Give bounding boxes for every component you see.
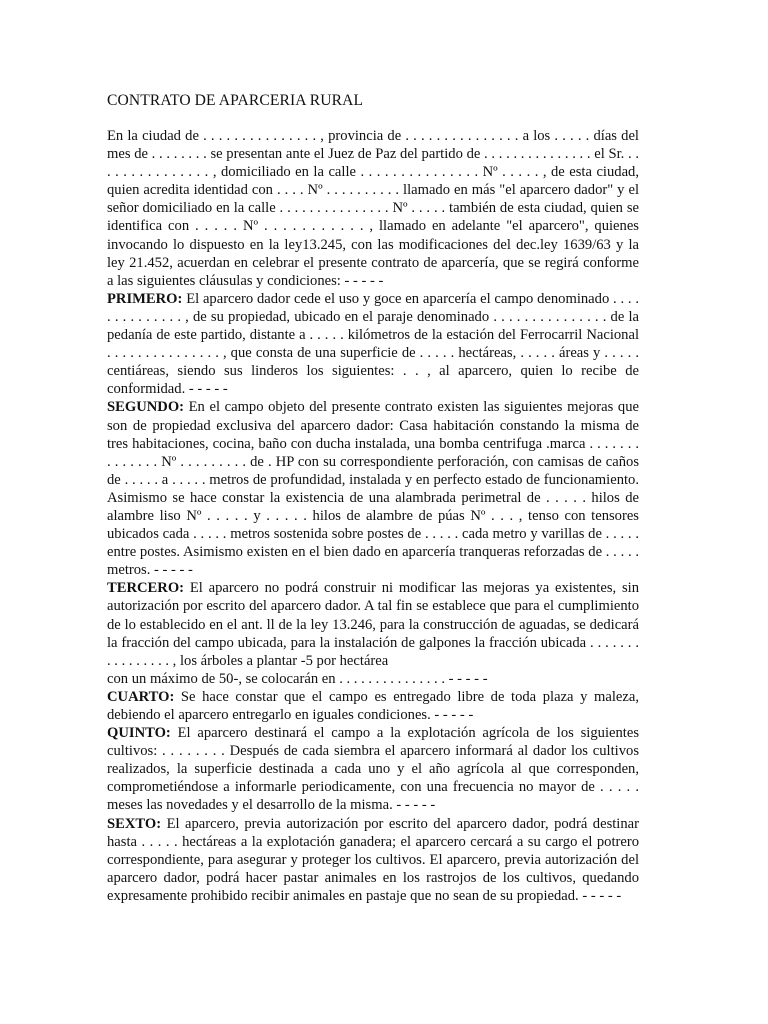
clause-segundo bbox=[107, 398, 639, 579]
clause-cuarto bbox=[107, 688, 639, 724]
clause-text: Se hace constar que el campo es entregado libre de toda plaza y maleza, debiendo el aparcero entregarlo en iguales condiciones. - - - - - bbox=[107, 688, 639, 723]
clause-text: El aparcero dador cede el uso y goce en aparcería el campo denominado . . . . . . . . . . . . . . , de su propiedad, ubicado en el paraje denominado . . . . . . . . . . . . . . . de la pedanía de este partido, distante a . . . . . kilómetros de la estación del Ferrocarril Nacional . . . . . . . . . . . . . . . , que consta de una superficie de . . . . . hectáreas, . . . . . áreas y . . . . . centiáreas, siendo sus linderos los siguientes: . . , al aparcero, quien lo recibe de conformidad. - - - - - bbox=[107, 290, 639, 398]
clause-text: En el campo objeto del presente contrato existen las siguientes mejoras que son de propiedad exclusiva del aparcero dador: Casa habitación constando la misma de tres habitaciones, cocina, baño con ducha instalada, una bomba centrifuga .marca . . . . . . . . . . . . . . Nº . . . . . . . . . de . HP con su correspondiente perforación, con camisas de caños de . . . . . a . . . . . metros de profundidad, instalada y en perfecto estado de funcionamiento. Asimismo se hace constar la existencia de una alambrada perimetral de . . . . . hilos de alambre liso Nº . . . . . y . . . . . hilos de alambre de púas Nº . . . , tenso con tensores ubicados cada . . . . . metros sostenida sobre postes de . . . . . cada metro y varillas de . . . . . entre postes. Asimismo existen en el bien dado en aparcería tranqueras reforzadas de . . . . . metros. - - - - - bbox=[107, 399, 639, 579]
clause-label: CUARTO: bbox=[107, 688, 175, 705]
clause-label: SEGUNDO: bbox=[107, 399, 185, 416]
clause-text: El aparcero no podrá construir ni modificar las mejoras ya existentes, sin autorización por escrito del aparcero dador. A tal fin se establece que para el cumplimiento de lo establecido en el ant. ll de la ley 13.246, para la construcción de aguadas, se dedicará la fracción del campo ubicada, para la instalación de galpones la fracción ubicada . . . . . . . . . . . . . . . . , los árboles a plantar -5 por hectárea bbox=[107, 580, 639, 669]
clause-label: QUINTO: bbox=[107, 725, 171, 742]
document-title: CONTRATO DE APARCERIA RURAL bbox=[107, 92, 364, 109]
clause-tercero bbox=[107, 579, 639, 669]
clause-primero bbox=[107, 290, 639, 399]
document-page bbox=[107, 92, 639, 905]
clause-label: PRIMERO: bbox=[107, 290, 183, 307]
clause-label: SEXTO: bbox=[107, 815, 162, 832]
clause-tercero-continuation: con un máximo de 50-, se colocarán en . . . . . . . . . . . . . . . - - - - - bbox=[107, 670, 488, 687]
intro-paragraph: En la ciudad de . . . . . . . . . . . . . . . , provincia de . . . . . . . . . . . . . . . a los . . . . . días del mes de . . . . . . . . se presentan ante el Juez de Paz del partido de . . . . . . . . . . . . . . . el Sr. . . . . . . . . . . . . . . . , domiciliado en la calle . . . . . . . . . . . . . . . Nº . . . . . , de esta ciudad, quien acredita identidad con . . . . Nº . . . . . . . . . . llamado en más "el aparcero dador" y el señor domiciliado en la calle . . . . . . . . . . . . . . . Nº . . . . . también de esta ciudad, quien se identifica con . . . . . Nº . . . . . . . . . . . , llamado en adelante "el aparcero", quienes invocando lo dispuesto en la ley13.245, con las modificaciones del dec.ley 1639/63 y la ley 21.452, acuerdan en celebrar el presente contrato de aparcería, que se regirá conforme a las siguientes cláusulas y condiciones: - - - - - bbox=[107, 128, 639, 289]
clause-sexto bbox=[107, 815, 639, 905]
clause-label: TERCERO: bbox=[107, 580, 185, 597]
clause-text: El aparcero, previa autorización por escrito del aparcero dador, podrá destinar hasta . . . . . hectáreas a la explotación ganadera; el aparcero cercará a su cargo el potrero correspondiente, para asegurar y proteger los cultivos. El aparcero, previa autorización del aparcero dador, podrá hacer pastar animales en los rastrojos de los cultivos, quedando expresamente prohibido recibir animales en pastaje que no sean de su propiedad. - - - - - bbox=[107, 815, 639, 904]
clause-text: El aparcero destinará el campo a la explotación agrícola de los siguientes cultivos: . . . . . . . . Después de cada siembra el aparcero informará al dador los cultivos realizados, la superficie destinada a cada uno y el año agrícola al que corresponden, comprometiéndose a informarle periodicamente, con una frecuencia no mayor de . . . . . meses las novedades y el desarrollo de la misma. - - - - - bbox=[107, 725, 639, 814]
clause-quinto bbox=[107, 724, 639, 814]
